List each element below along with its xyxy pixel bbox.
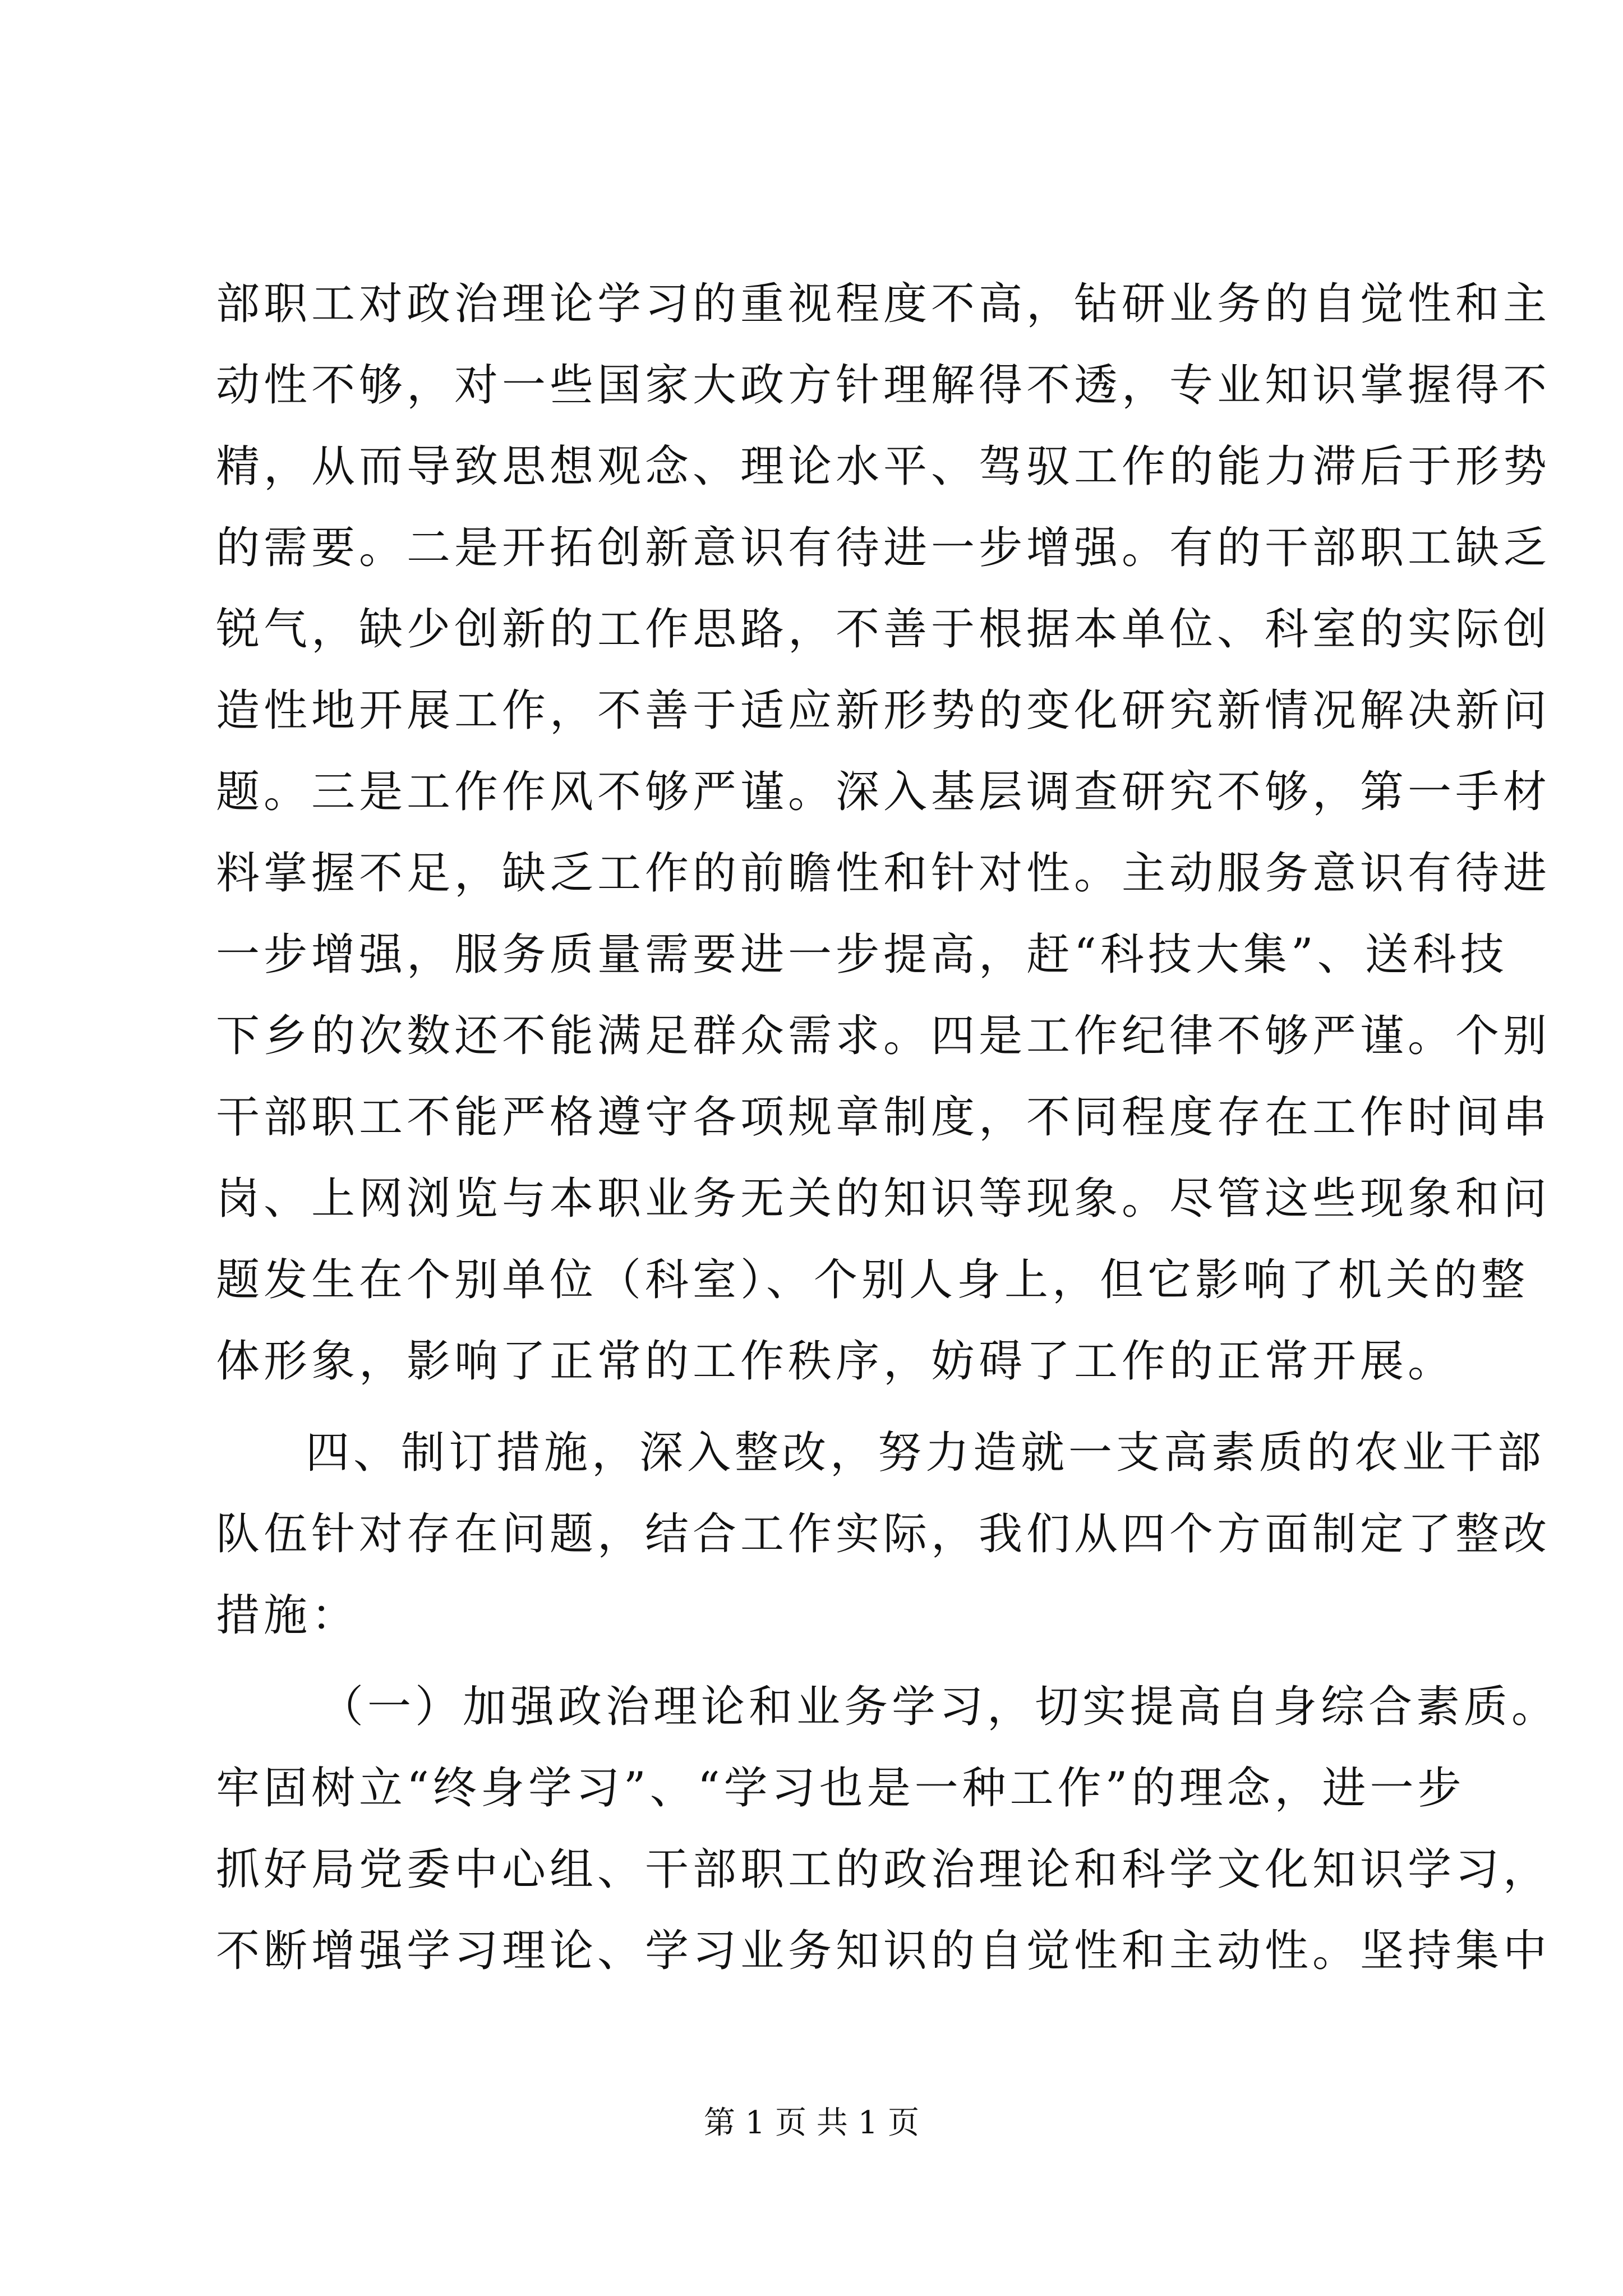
text-line: 队伍针对存在问题，结合工作实际，我们从四个方面制定了整改: [216, 1509, 1551, 1559]
text-line: 造性地开展工作，不善于适应新形势的变化研究新情况解决新问: [216, 685, 1551, 736]
text-line: 锐气，缺少创新的工作思路，不善于根据本单位、科室的实际创: [216, 604, 1551, 655]
text-line: 岗、上网浏览与本职业务无关的知识等现象。尽管这些现象和问: [216, 1174, 1551, 1224]
text-line: 牢固树立“终身学习”、“学习也是一种工作”的理念，进一步: [216, 1763, 1465, 1814]
subsection-heading-line: （一）加强政治理论和业务学习，切实提高自身综合素质。: [320, 1682, 1560, 1732]
text-line: 料掌握不足，缺乏工作的前瞻性和针对性。主动服务意识有待进: [216, 848, 1551, 899]
text-line: 抓好局党委中心组、干部职工的政治理论和科学文化知识学习，: [216, 1844, 1551, 1895]
text-line: 措施：: [216, 1590, 359, 1641]
section-heading-line: 四、制订措施，深入整改，努力造就一支高素质的农业干部: [306, 1428, 1546, 1478]
text-line: 不断增强学习理论、学习业务知识的自觉性和主动性。坚持集中: [216, 1926, 1551, 1976]
text-line: 题。三是工作作风不够严谨。深入基层调查研究不够，第一手材: [216, 767, 1551, 817]
text-line: 体形象，影响了正常的工作秩序，妨碍了工作的正常开展。: [216, 1336, 1456, 1387]
text-line: 动性不够，对一些国家大政方针理解得不透，专业知识掌握得不: [216, 360, 1551, 411]
text-line: 部职工对政治理论学习的重视程度不高，钻研业务的自觉性和主: [216, 279, 1551, 329]
text-line: 下乡的次数还不能满足群众需求。四是工作纪律不够严谨。个别: [216, 1011, 1551, 1061]
text-line: 精，从而导致思想观念、理论水平、驾驭工作的能力滞后于形势: [216, 441, 1551, 492]
page-number-footer: 第 1 页 共 1 页: [703, 2105, 920, 2141]
text-line: 一步增强，服务质量需要进一步提高，赶“科技大集”、送科技: [216, 930, 1508, 980]
text-line: 的需要。二是开拓创新意识有待进一步增强。有的干部职工缺乏: [216, 523, 1551, 573]
text-line: 题发生在个别单位（科室）、个别人身上，但它影响了机关的整: [216, 1255, 1529, 1305]
text-line: 干部职工不能严格遵守各项规章制度，不同程度存在工作时间串: [216, 1092, 1551, 1143]
document-body: [216, 264, 1560, 1992]
